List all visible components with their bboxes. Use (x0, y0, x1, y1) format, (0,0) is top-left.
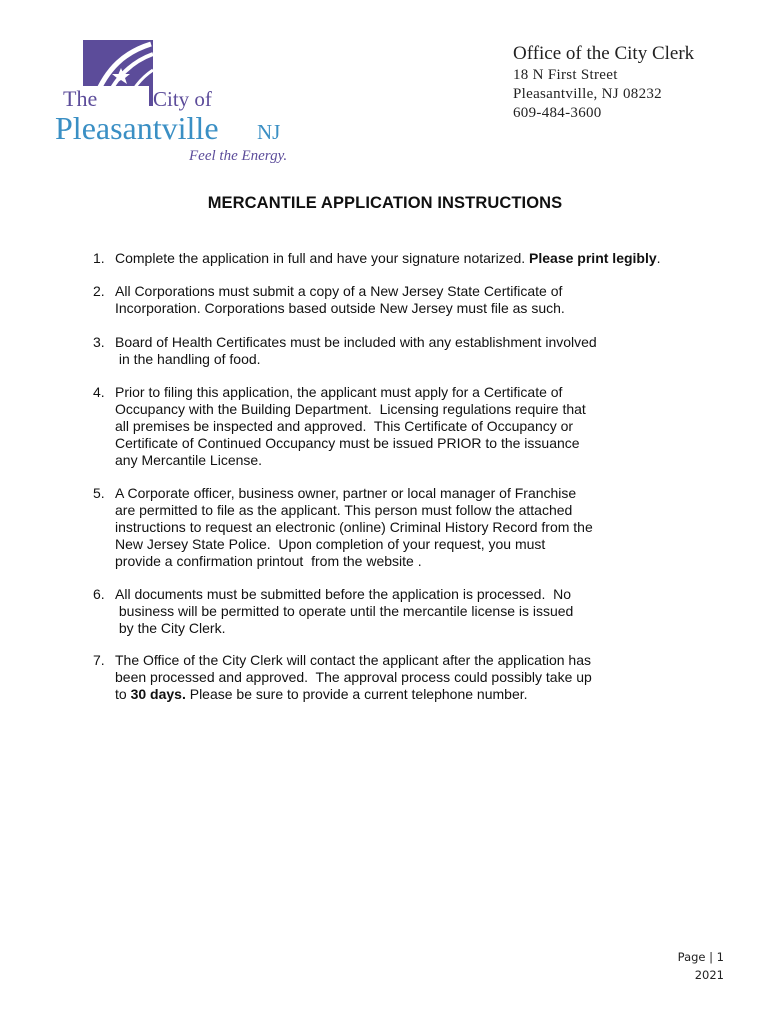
item-text: A Corporate officer, business owner, partner or local manager of Franchise are permitted to file as the applicant. This person must follow the attached instructions to request an electronic (online) Criminal History Record from the New Jersey State Police. Upon completion of your request, you must provide a confirmation printout from the website . (115, 485, 593, 569)
item-text: All documents must be submitted before the application is processed. No business will be permitted to operate until the mercantile license is issued by the City Clerk. (115, 586, 574, 636)
office-address-street: 18 N First Street (513, 67, 618, 83)
item-number: 1. (93, 250, 105, 266)
logo-city-of: City of (153, 87, 212, 111)
item-text: Prior to filing this application, the applicant must apply for a Certificate of Occupancy with the Building Department. Licensing regulations require that all premises be inspected and approved. This Certificate of Occupancy or Certificate of Continued Occupancy must be issued PRIOR to the issuance any Mercantile License. (115, 384, 586, 468)
item-text: The Office of the City Clerk will contact the applicant after the application has been processed and approved. The approval process could possibly take up to 30 days. Please be sure to provide a current telephone number. (115, 652, 592, 702)
item-text: Complete the application in full and have your signature notarized. Please print legibly. (115, 250, 661, 266)
item-number: 5. (93, 485, 105, 501)
item-number: 6. (93, 586, 105, 602)
logo-state: NJ (257, 120, 281, 144)
item-number: 4. (93, 384, 105, 400)
item-number: 3. (93, 334, 105, 350)
page-footer (678, 948, 724, 984)
print-legibly-emphasis: Please print legibly (529, 250, 657, 266)
page-number: Page | 1 (677, 950, 724, 964)
logo-name: Pleasantville (55, 110, 219, 146)
document-year: 2021 (694, 968, 724, 982)
office-contact-block (513, 42, 694, 123)
office-title: Office of the City Clerk (513, 43, 695, 64)
document-title: MERCANTILE APPLICATION INSTRUCTIONS (207, 194, 563, 212)
logo-the: The (63, 86, 98, 111)
office-address-city: Pleasantville, NJ 08232 (513, 86, 662, 102)
office-phone: 609-484-3600 (513, 105, 602, 121)
item-number: 7. (93, 652, 105, 668)
city-logo (55, 38, 295, 168)
item-number: 2. (93, 283, 105, 299)
item-text: Board of Health Certificates must be included with any establishment involved in the handling of food. (115, 334, 597, 367)
logo-tagline: Feel the Energy. (189, 148, 288, 164)
item-text: All Corporations must submit a copy of a New Jersey State Certificate of Incorporation. Corporations based outside New Jersey must file as such. (115, 283, 565, 316)
thirty-days-emphasis: 30 days. (130, 686, 186, 702)
